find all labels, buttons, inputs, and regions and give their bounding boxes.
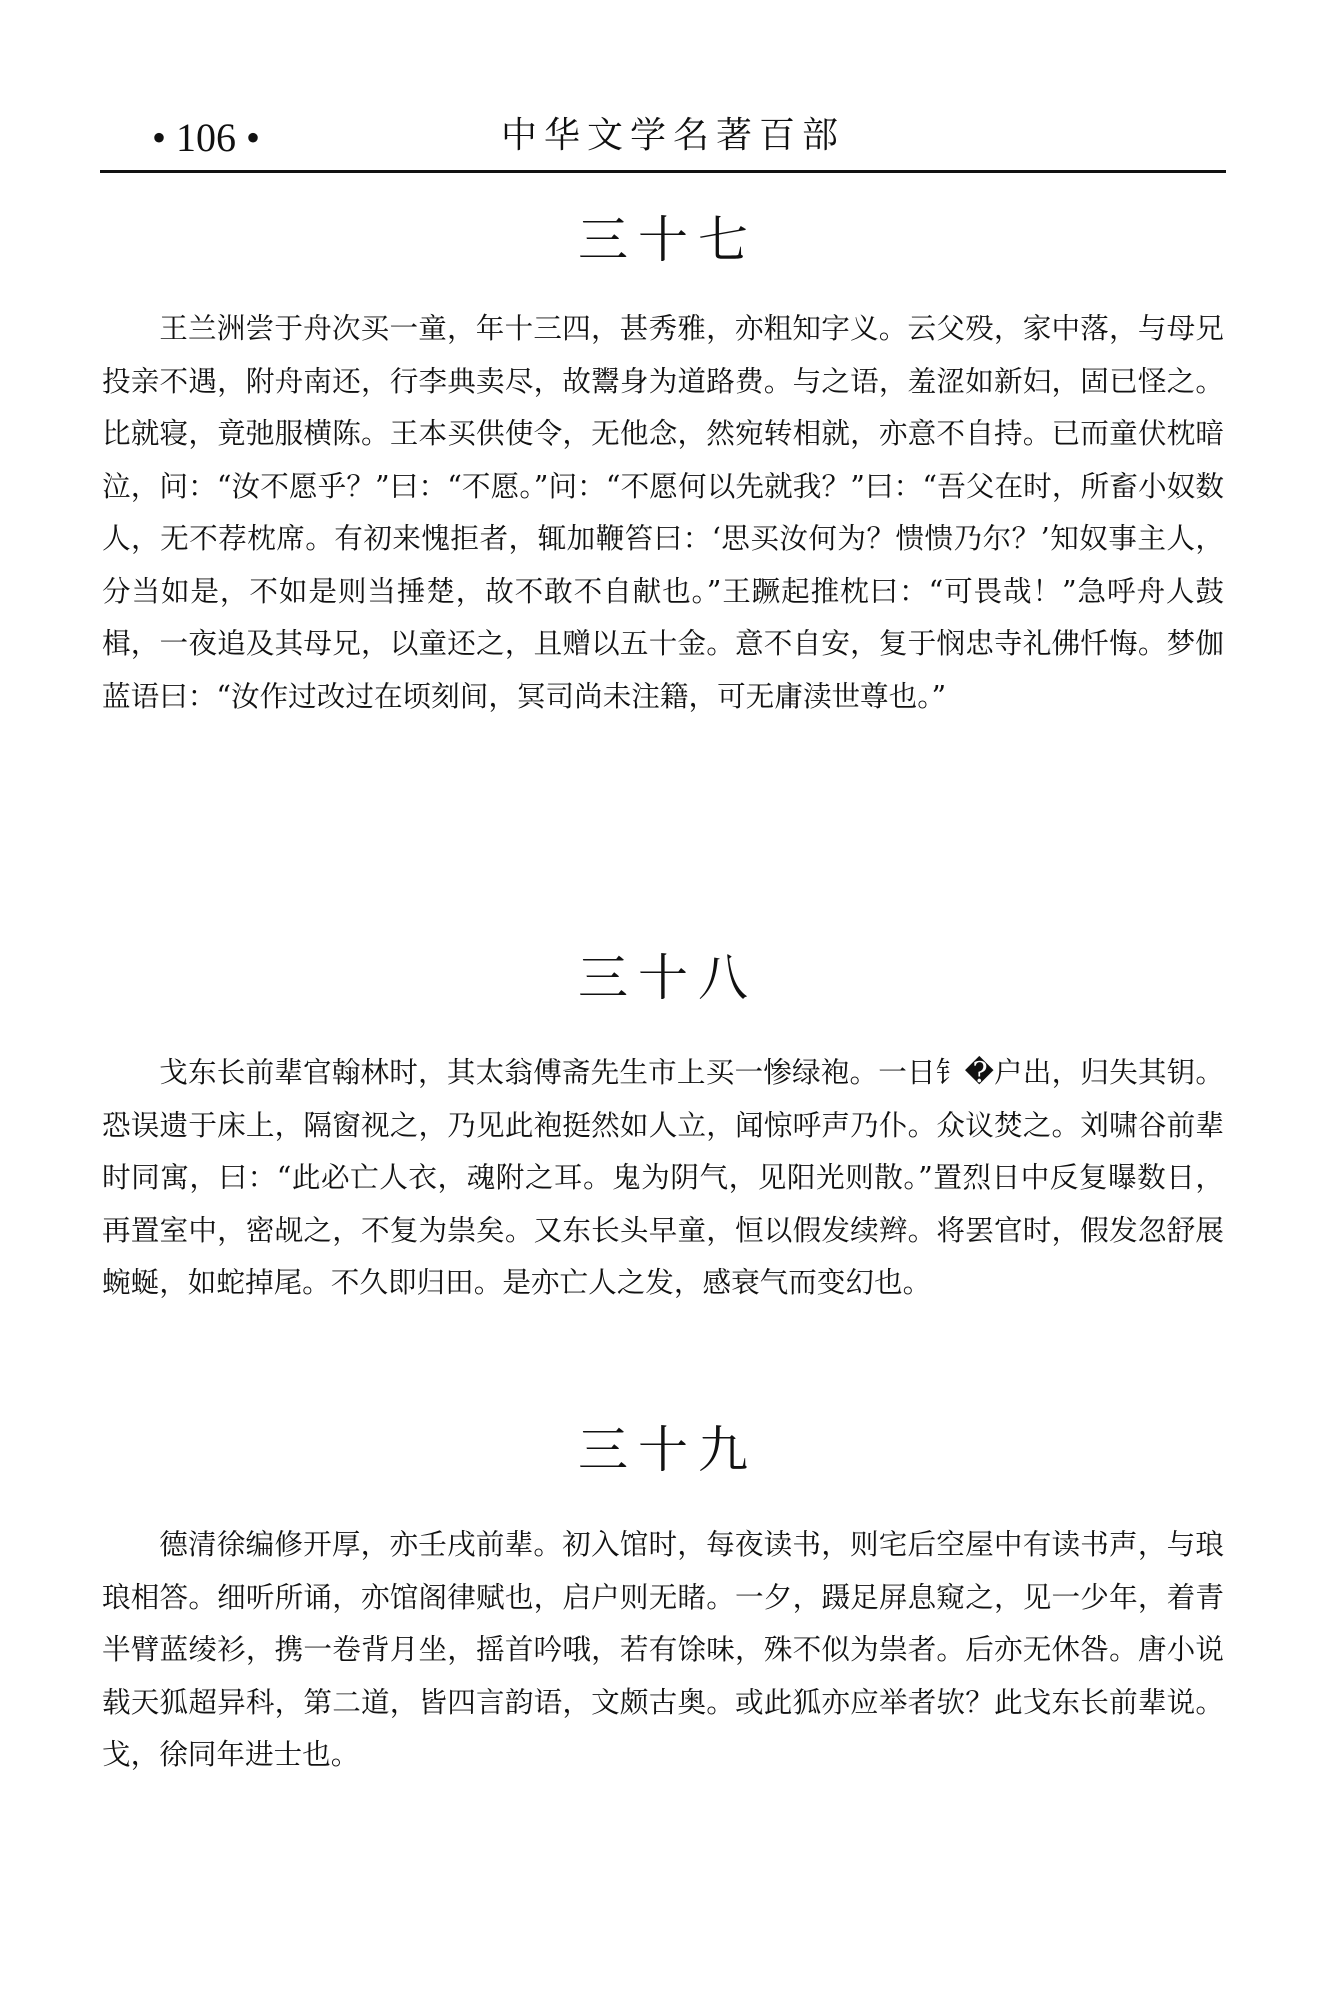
section-38 — [102, 948, 1224, 1309]
section-title: 三十七 — [578, 211, 758, 269]
running-title: 中华文学名著百部 — [500, 115, 845, 156]
section-body: 戈东长前辈官翰林时，其太翁傅斋先生市上买一惨绿袍。一日钅�户出，归失其钥。恐误遗于床上，隔窗视之，乃见此袍挺然如人立，闻惊呼声乃仆。众议焚之。刘啸谷前辈时同寓，曰：“此必亡人衣，魂附之耳。鬼为阴气，见阳光则散。”置烈日中反复曝数日，再置室中，密觇之，不复为祟矣。又东长头早童，恒以假发续辫。将罢官时，假发忽舒展蜿蜒，如蛇掉尾。不久即归田。是亦亡人之发，感衰气而变幻也。 — [102, 1055, 1224, 1299]
section-title: 三十八 — [578, 949, 758, 1007]
header-rule — [100, 170, 1226, 173]
page-header — [100, 108, 1226, 170]
section-title: 三十九 — [578, 1421, 758, 1479]
page-number: • 106 • — [152, 115, 261, 160]
section-39 — [102, 1420, 1224, 1781]
section-body: 王兰洲尝于舟次买一童，年十三四，甚秀雅，亦粗知字义。云父殁，家中落，与母兄投亲不遇，附舟南还，行李典卖尽，故鬻身为道路费。与之语，羞涩如新妇，固已怪之。比就寝，竟弛服横陈。王本买供使令，无他念，然宛转相就，亦意不自持。已而童伏枕暗泣，问：“汝不愿乎？”曰：“不愿。”问：“不愿何以先就我？”曰：“吾父在时，所畜小奴数人，无不荐枕席。有初来愧拒者，辄加鞭笞曰：‘思买汝何为？愦愦乃尔？’知奴事主人，分当如是，不如是则当捶楚，故不敢不自献也。”王蹶起推枕曰：“可畏哉！”急呼舟人鼓楫，一夜追及其母兄，以童还之，且赠以五十金。意不自安，复于悯忠寺礼佛忏悔。梦伽蓝语曰：“汝作过改过在顷刻间，冥司尚未注籍，可无庸渎世尊也。” — [102, 311, 1224, 713]
section-37 — [102, 210, 1224, 722]
section-body: 德清徐编修开厚，亦壬戌前辈。初入馆时，每夜读书，则宅后空屋中有读书声，与琅琅相答。细听所诵，亦馆阁律赋也，启户则无睹。一夕，蹑足屏息窥之，见一少年，着青半臂蓝绫衫，携一卷背月坐，摇首吟哦，若有馀味，殊不似为祟者。后亦无休咎。唐小说载天狐超异科，第二道，皆四言韵语，文颇古奥。或此狐亦应举者欤？此戈东长前辈说。戈，徐同年进士也。 — [102, 1527, 1224, 1771]
